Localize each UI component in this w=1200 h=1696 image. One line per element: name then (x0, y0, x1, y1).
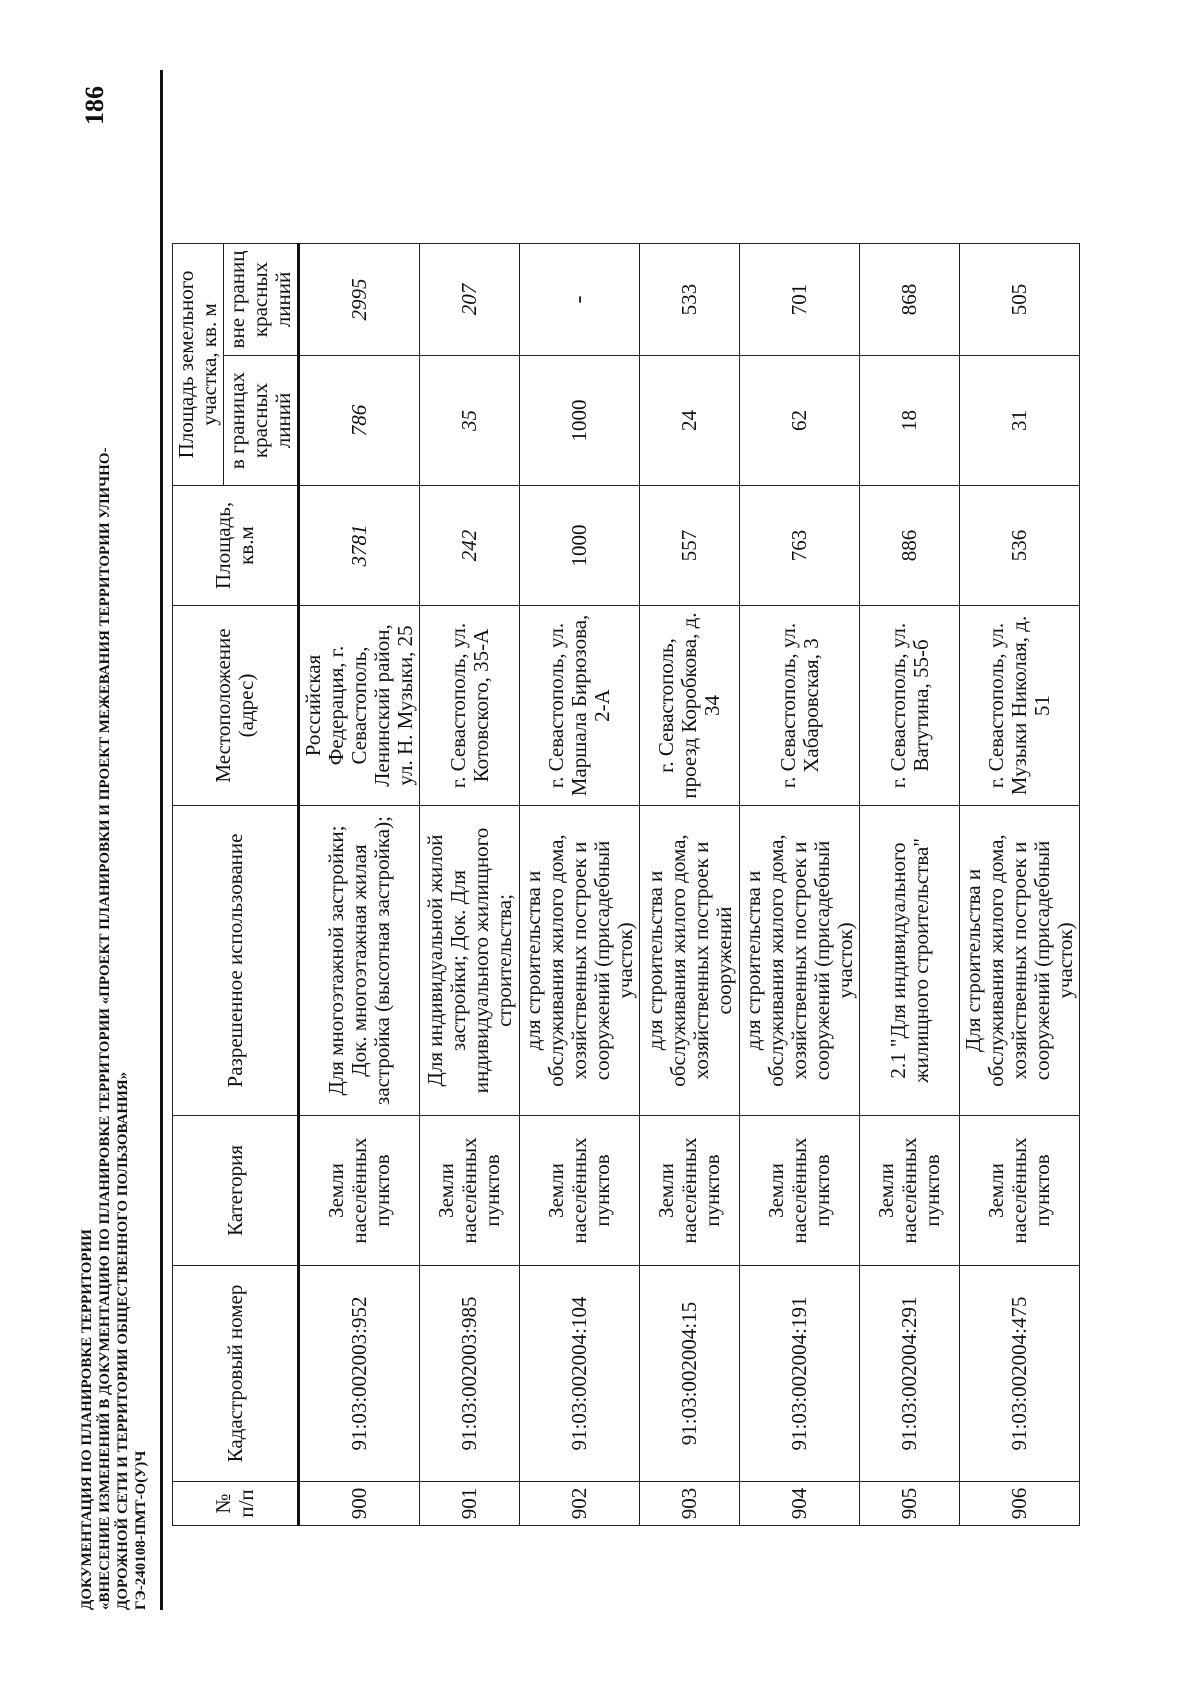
cell-address: г. Севастополь, ул. Маршала Бирюзова, 2-А (520, 606, 640, 806)
header-category: Категория (173, 1116, 299, 1266)
cell-category: Земли населённых пунктов (299, 1116, 420, 1266)
cell-inside: 18 (860, 356, 960, 486)
cell-usage: 2.1 "Для индивидуального жилищного строительства" (860, 806, 960, 1116)
cell-outside: 207 (420, 244, 520, 356)
cell-cadastral: 91:03:002003:985 (420, 1266, 520, 1482)
cell-usage: для строительства и обслуживания жилого дома, хозяйственных построек и сооружений (присадебный участок) (520, 806, 640, 1116)
cell-outside: 701 (740, 244, 860, 356)
table-row (420, 244, 520, 1526)
cell-num: 906 (960, 1482, 1080, 1526)
header-line-3: ДОРОЖНОЙ СЕТИ И ТЕРРИТОРИИ ОБЩЕСТВЕННОГО ПОЛЬЗОВАНИЯ» (115, 1071, 131, 1610)
header-outside-red-lines: вне границ красных линий (224, 244, 299, 356)
header-plot-area: Площадь земельного участка, кв. м (173, 244, 224, 486)
document-header (78, 447, 150, 1610)
header-cadastral: Кадастровый номер (173, 1266, 299, 1482)
page-number: 186 (80, 86, 109, 125)
cell-area: 886 (860, 486, 960, 606)
cell-num: 902 (520, 1482, 640, 1526)
table-row (299, 244, 420, 1526)
table-row (740, 244, 860, 1526)
table-row (860, 244, 960, 1526)
cell-inside: 35 (420, 356, 520, 486)
cell-num: 903 (640, 1482, 740, 1526)
cell-area: 1000 (520, 486, 640, 606)
header-line-4: ГЭ-240108-ПМТ-О(У)Ч (133, 1450, 149, 1610)
cell-address: г. Севастополь, проезд Коробкова, д. 34 (640, 606, 740, 806)
cell-address: г. Севастополь, ул. Музыки Николая, д. 51 (960, 606, 1080, 806)
cell-usage: для строительства и обслуживания жилого дома, хозяйственных построек и сооружений (640, 806, 740, 1116)
cell-category: Земли населённых пунктов (520, 1116, 640, 1266)
cell-category: Земли населённых пунктов (860, 1116, 960, 1266)
cell-cadastral: 91:03:002003:952 (299, 1266, 420, 1482)
cell-cadastral: 91:03:002004:15 (640, 1266, 740, 1482)
cell-cadastral: 91:03:002004:475 (960, 1266, 1080, 1482)
header-area: Площадь, кв.м (173, 486, 299, 606)
header-inside-red-lines: в границах красных линий (224, 356, 299, 486)
cell-area: 763 (740, 486, 860, 606)
cell-category: Земли населённых пунктов (960, 1116, 1080, 1266)
cell-usage: Для многоэтажной застройки; Док. многоэтажная жилая застройка (высотная застройка); (299, 806, 420, 1116)
cell-inside: 24 (640, 356, 740, 486)
cell-num: 900 (299, 1482, 420, 1526)
cell-address: Российская Федерация, г. Севастополь, Ленинский район, ул. Н. Музыки, 25 (299, 606, 420, 806)
cell-address: г. Севастополь, ул. Котовского, 35-А (420, 606, 520, 806)
header-line-1: ДОКУМЕНТАЦИЯ ПО ПЛАНИРОВКЕ ТЕРРИТОРИИ (79, 1229, 95, 1610)
cell-usage: Для индивидуальной жилой застройки; Док. Для индивидуального жилищного строительства; (420, 806, 520, 1116)
cell-address: г. Севастополь, ул. Ватутина, 55-б (860, 606, 960, 806)
cell-num: 905 (860, 1482, 960, 1526)
cell-area: 242 (420, 486, 520, 606)
table-row (640, 244, 740, 1526)
table-row (960, 244, 1080, 1526)
cell-usage: для строительства и обслуживания жилого дома, хозяйственных построек и сооружений (присадебный участок) (740, 806, 860, 1116)
cell-area: 557 (640, 486, 740, 606)
cell-outside: 533 (640, 244, 740, 356)
cell-inside: 62 (740, 356, 860, 486)
header-line-2: «ВНЕСЕНИЕ ИЗМЕНЕНИЙ В ДОКУМЕНТАЦИЮ ПО ПЛАНИРОВКЕ ТЕРРИТОРИИ «ПРОЕКТ ПЛАНИРОВКИ И ПРОЕКТ МЕЖЕВАНИЯ ТЕРРИТОРИИ УЛИЧНО- (97, 447, 113, 1610)
header-address: Местоположение (адрес) (173, 606, 299, 806)
header-usage: Разрешенное использование (173, 806, 299, 1116)
cell-cadastral: 91:03:002004:291 (860, 1266, 960, 1482)
cell-category: Земли населённых пунктов (420, 1116, 520, 1266)
table-row (520, 244, 640, 1526)
cell-outside: - (520, 244, 640, 356)
cell-outside: 2995 (299, 244, 420, 356)
cell-address: г. Севастополь, ул. Хабаровская, 3 (740, 606, 860, 806)
header-num: № п/п (173, 1482, 299, 1526)
cell-inside: 31 (960, 356, 1080, 486)
cell-num: 901 (420, 1482, 520, 1526)
cell-outside: 505 (960, 244, 1080, 356)
cell-num: 904 (740, 1482, 860, 1526)
cell-inside: 1000 (520, 356, 640, 486)
cell-area: 536 (960, 486, 1080, 606)
cell-inside: 786 (299, 356, 420, 486)
header-rule (160, 70, 163, 1610)
cell-category: Земли населённых пунктов (640, 1116, 740, 1266)
cell-outside: 868 (860, 244, 960, 356)
cell-cadastral: 91:03:002004:104 (520, 1266, 640, 1482)
cell-cadastral: 91:03:002004:191 (740, 1266, 860, 1482)
cell-category: Земли населённых пунктов (740, 1116, 860, 1266)
cell-usage: Для строительства и обслуживания жилого дома, хозяйственных построек и сооружений (присадебный участок) (960, 806, 1080, 1116)
land-plots-table (172, 243, 1080, 1526)
cell-area: 3781 (299, 486, 420, 606)
